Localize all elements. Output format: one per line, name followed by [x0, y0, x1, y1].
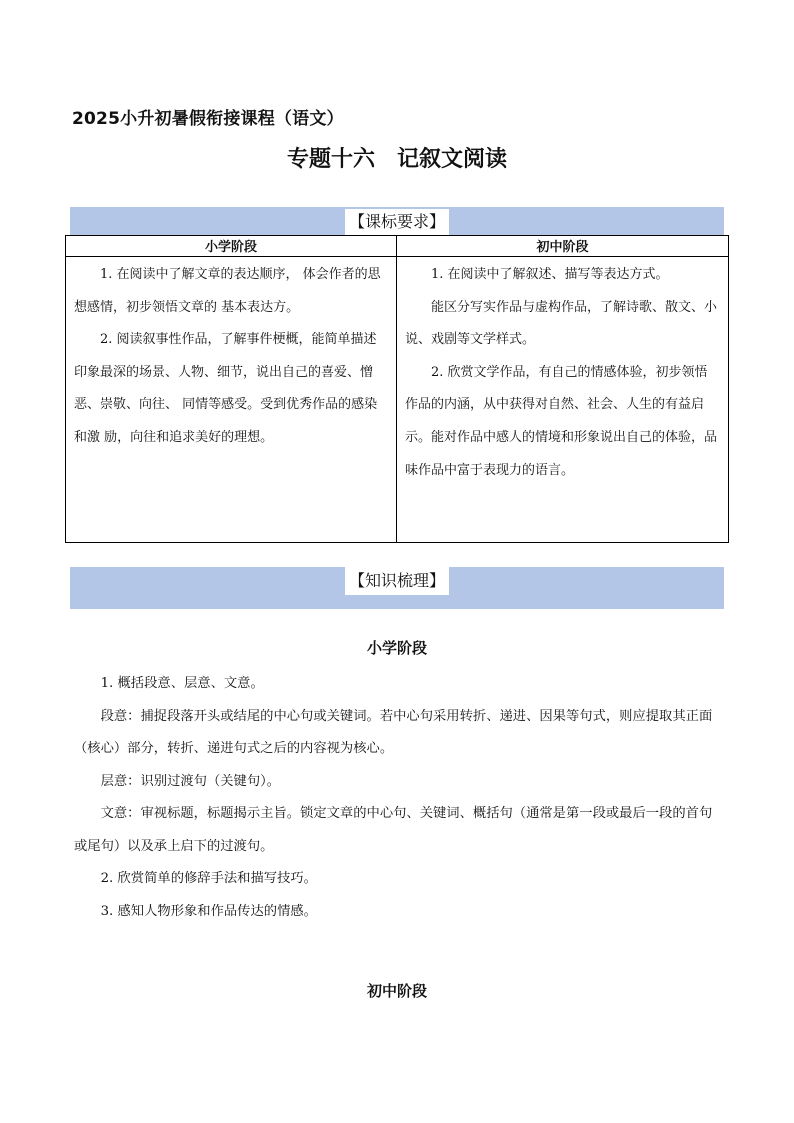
course-title: 2025小升初暑假衔接课程（语文） [72, 109, 344, 129]
primary-item-wenyi: 文意：审视标题，标题揭示主旨。锁定文章的中心句、关键词、概括句（通常是第一段或最后一段的首句或尾句）以及承上启下的过渡句。 [74, 806, 713, 854]
primary-item-cengyi: 层意：识别过渡句（关键句）。 [100, 773, 281, 789]
middle-requirement-1: 1. 在阅读中了解叙述、描写等表达方式。 [431, 267, 669, 282]
primary-section-heading: 小学阶段 [366, 639, 427, 657]
banner-knowledge [70, 567, 724, 609]
banner-requirements [70, 207, 724, 235]
middle-requirement-1b: 能区分写实作品与虚构作品，了解诗歌、散文、小说、戏剧等文学样式。 [405, 299, 718, 348]
primary-requirement-2: 2. 阅读叙事性作品，了解事件梗概，能简单描述印象最深的场景、人物、细节，说出自己的喜爱、憎恶、崇敬、向往、 同情等感受。受到优秀作品的感染和激 励，向往和追求美好的理想。 [74, 332, 378, 445]
middle-requirement-2: 2. 欣赏文学作品，有自己的情感体验，初步领悟作品的内涵，从中获得对自然、社会、人生的有益启示。能对作品中感人的情境和形象说出自己的体验，品味作品中富于表现力的语言。 [405, 364, 718, 478]
requirements-table [65, 235, 729, 543]
primary-item-duanyi: 段意：捕捉段落开头或结尾的中心句或关键词。若中心句采用转折、递进、因果等句式，则应提取其正面（核心）部分，转折、递进句式之后的内容视为核心。 [74, 708, 713, 756]
primary-section-body [74, 668, 724, 928]
primary-item-1: 1. 概括段意、层意、文意。 [100, 676, 264, 691]
banner-knowledge-label: 【知识梳理】 [345, 567, 449, 595]
primary-item-3: 3. 感知人物形象和作品传达的情感。 [100, 903, 317, 919]
primary-requirement-1: 1. 在阅读中了解文章的表达顺序， 体会作者的思想感情，初步领悟文章的 基本表达方。 [74, 267, 381, 315]
table-header-middle: 初中阶段 [397, 236, 729, 257]
table-cell-primary [66, 257, 397, 543]
primary-item-2: 2. 欣赏简单的修辞手法和描写技巧。 [100, 871, 317, 886]
table-header-primary: 小学阶段 [66, 236, 397, 257]
middle-section-heading: 初中阶段 [366, 982, 427, 1000]
banner-requirements-label: 【课标要求】 [345, 209, 449, 235]
table-cell-middle [397, 257, 729, 543]
page-title: 专题十六 记叙文阅读 [286, 147, 507, 172]
